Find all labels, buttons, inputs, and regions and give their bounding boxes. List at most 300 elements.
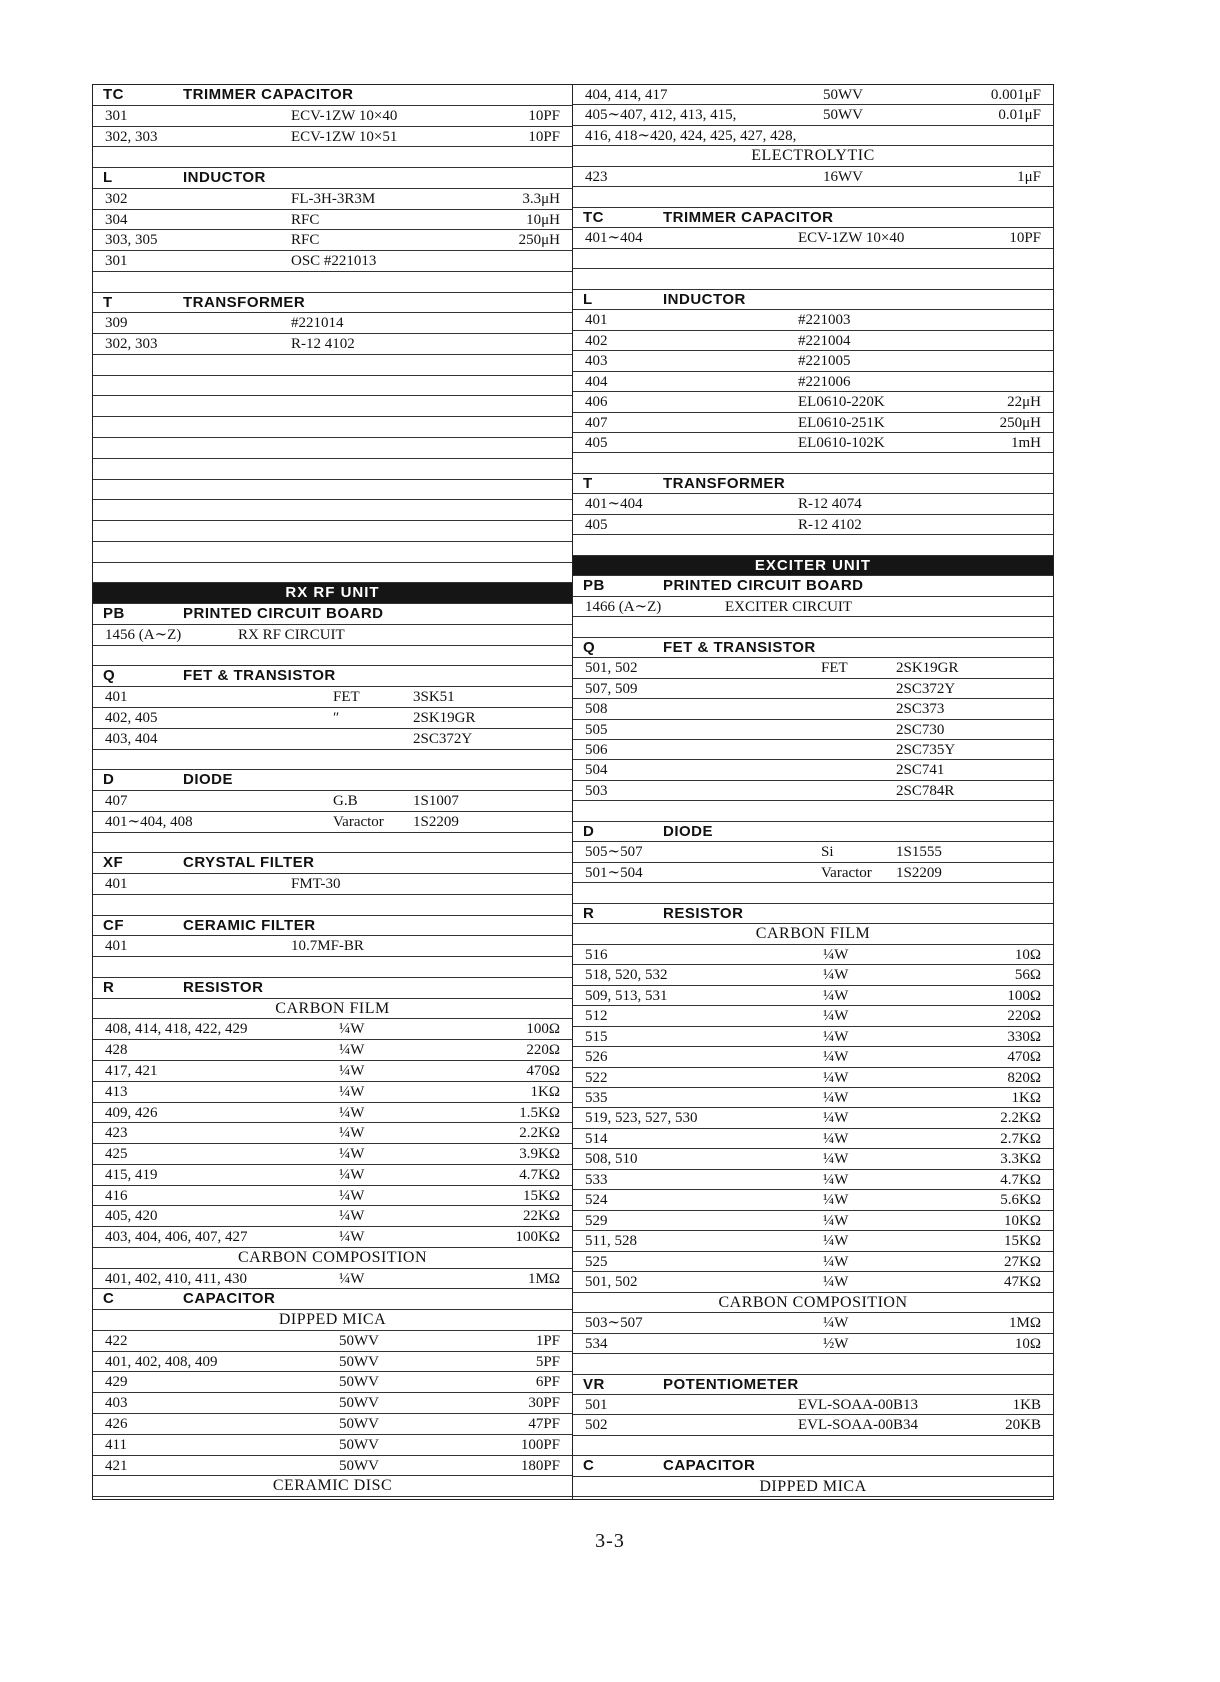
part-number: EL0610-220K: [798, 394, 885, 411]
part-row: [573, 1006, 1053, 1026]
subcategory-label: CERAMIC DISC: [272, 1477, 393, 1495]
part-row: [93, 1456, 572, 1477]
part-value: 22KΩ: [523, 1208, 560, 1225]
reference-designators: 1456 (A∼Z): [105, 626, 182, 643]
reference-designators: 511, 528: [585, 1233, 637, 1250]
part-number: FMT-30: [291, 876, 341, 893]
device-type: Si: [821, 844, 834, 861]
rating: ¼W: [823, 1192, 849, 1209]
blank-row: [93, 895, 572, 916]
part-number: ECV-1ZW 10×51: [291, 128, 398, 145]
reference-designators: 413: [105, 1083, 128, 1100]
blank-row: [93, 355, 572, 376]
rating: ¼W: [823, 1171, 849, 1188]
section-title: CAPACITOR: [183, 1290, 276, 1308]
blank-row: [93, 500, 572, 521]
blank-row: [93, 396, 572, 417]
rating: ¼W: [823, 1315, 849, 1332]
part-row: [573, 1149, 1053, 1169]
section-code: PB: [103, 605, 125, 623]
part-row: [573, 658, 1053, 678]
reference-designators: 416, 418∼420, 424, 425, 427, 428,: [585, 127, 797, 144]
part-row: [573, 1252, 1053, 1272]
section-header: [93, 293, 572, 314]
reference-designators: 402: [585, 332, 608, 349]
reference-designators: 301: [105, 253, 128, 270]
subcategory-label: CARBON FILM: [275, 999, 390, 1017]
rating: ¼W: [339, 1208, 365, 1225]
rating: ¼W: [823, 1151, 849, 1168]
section-code: C: [583, 1457, 595, 1475]
part-row: [93, 1331, 572, 1352]
reference-designators: 415, 419: [105, 1166, 158, 1183]
device-type: Varactor: [821, 864, 872, 881]
part-value: 2.2KΩ: [1000, 1110, 1041, 1127]
subcategory-row: [93, 999, 572, 1020]
rating: 16WV: [823, 168, 863, 185]
part-value: 10Ω: [1014, 1335, 1041, 1352]
part-number: 1S1007: [413, 793, 459, 810]
section-header: [573, 208, 1053, 228]
part-row: [93, 708, 572, 729]
reference-designators: 504: [585, 762, 608, 779]
rating: ¼W: [823, 1028, 849, 1045]
rating: 50WV: [339, 1374, 379, 1391]
part-row: [573, 965, 1053, 985]
reference-designators: 421: [105, 1457, 128, 1474]
part-value: 1mH: [1011, 434, 1041, 451]
rating: ¼W: [339, 1104, 365, 1121]
part-row: [93, 936, 572, 957]
section-header: [93, 853, 572, 874]
part-number: 3SK51: [413, 689, 455, 706]
part-value: 100Ω: [526, 1021, 560, 1038]
section-header: [573, 1375, 1053, 1395]
subcategory-label: CARBON COMPOSITION: [237, 1248, 428, 1266]
part-value: 10PF: [1009, 230, 1041, 247]
blank-row: [93, 542, 572, 563]
part-value: 6PF: [535, 1374, 560, 1391]
blank-row: [93, 376, 572, 397]
rating: 50WV: [823, 107, 863, 124]
part-row: [93, 1061, 572, 1082]
part-row: [573, 105, 1053, 125]
part-number: R-12 4102: [798, 516, 862, 533]
rating: ¼W: [823, 1008, 849, 1025]
blank-row: [573, 535, 1053, 555]
reference-designators: 534: [585, 1335, 608, 1352]
part-number: R-12 4102: [291, 336, 355, 353]
reference-designators: 416: [105, 1187, 128, 1204]
reference-designators: 406: [585, 394, 608, 411]
part-value: 22μH: [1007, 394, 1041, 411]
part-number: RFC: [291, 232, 320, 249]
reference-designators: 514: [585, 1130, 608, 1147]
part-value: 5PF: [535, 1353, 560, 1370]
rating: ¼W: [823, 967, 849, 984]
blank-row: [93, 521, 572, 542]
part-row: [93, 1165, 572, 1186]
part-number: 1S1555: [896, 844, 942, 861]
part-row: [573, 413, 1053, 433]
subcategory-row: [93, 1310, 572, 1331]
reference-designators: 505: [585, 721, 608, 738]
section-code: R: [583, 904, 595, 922]
reference-designators: 402, 405: [105, 709, 158, 726]
part-row: [573, 310, 1053, 330]
reference-designators: 426: [105, 1416, 128, 1432]
part-row: [573, 85, 1053, 105]
rating: 50WV: [339, 1416, 379, 1432]
part-value: 1PF: [535, 1332, 560, 1349]
reference-designators: 429: [105, 1374, 128, 1391]
section-code: VR: [583, 1375, 605, 1393]
blank-row: [573, 1436, 1053, 1456]
part-row: [93, 812, 572, 833]
part-row: [93, 1103, 572, 1124]
part-row: [93, 874, 572, 895]
rating: ½W: [823, 1335, 849, 1352]
section-code: D: [103, 771, 115, 789]
device-type: ″: [333, 709, 340, 726]
section-code: TC: [103, 86, 124, 103]
part-row: [93, 334, 572, 355]
part-number: #221003: [798, 312, 851, 329]
reference-designators: 501, 502: [585, 1274, 638, 1291]
reference-designators: 502: [585, 1417, 608, 1434]
blank-row: [93, 438, 572, 459]
reference-designators: 519, 523, 527, 530: [585, 1110, 698, 1127]
part-value: 10PF: [528, 107, 560, 124]
part-value: 10Ω: [1014, 946, 1041, 963]
part-row: [573, 781, 1053, 801]
reference-designators: 503∼507: [585, 1315, 643, 1332]
part-row: [573, 945, 1053, 965]
section-title: DIODE: [663, 822, 714, 840]
part-number: 2SC730: [896, 721, 945, 738]
part-value: 1.5KΩ: [519, 1104, 560, 1121]
part-value: 820Ω: [1007, 1069, 1041, 1086]
part-number: 1S2209: [413, 813, 459, 830]
part-number: #221005: [798, 353, 851, 370]
part-value: 15KΩ: [1004, 1233, 1041, 1250]
unit-banner: [573, 556, 1053, 576]
subcategory-row: [93, 1476, 572, 1497]
rating: ¼W: [339, 1021, 365, 1038]
reference-designators: 501, 502: [585, 660, 638, 677]
part-value: 3.3μH: [522, 190, 560, 207]
part-value: 5.6KΩ: [1000, 1192, 1041, 1209]
reference-designators: 408, 414, 418, 422, 429: [105, 1021, 248, 1038]
rating: ¼W: [339, 1062, 365, 1079]
reference-designators: 401, 402, 408, 409: [105, 1353, 218, 1370]
part-number: 2SC372Y: [413, 730, 473, 747]
rating: ¼W: [823, 1253, 849, 1270]
part-row: [93, 210, 572, 231]
reference-designators: 417, 421: [105, 1062, 158, 1079]
reference-designators: 422: [105, 1332, 128, 1349]
subcategory-label: DIPPED MICA: [759, 1477, 867, 1495]
part-value: 56Ω: [1014, 967, 1041, 984]
reference-designators: 407: [105, 793, 128, 810]
section-header: [93, 978, 572, 999]
section-code: Q: [583, 638, 596, 656]
part-number: 1S2209: [896, 864, 942, 881]
part-value: 0.01μF: [998, 107, 1041, 124]
part-value: 250μH: [999, 414, 1041, 431]
part-value: 2.7KΩ: [1000, 1130, 1041, 1147]
blank-row: [573, 801, 1053, 821]
part-row: [573, 228, 1053, 248]
rating: ¼W: [823, 1130, 849, 1147]
part-row: [573, 1395, 1053, 1415]
section-code: Q: [103, 667, 116, 685]
part-row: [573, 1108, 1053, 1128]
device-type: Varactor: [333, 813, 384, 830]
section-title: CERAMIC FILTER: [183, 916, 316, 934]
reference-designators: 401, 402, 410, 411, 430: [105, 1270, 247, 1287]
part-value: 1MΩ: [528, 1270, 560, 1287]
part-number: ECV-1ZW 10×40: [291, 107, 398, 124]
part-row: [573, 1170, 1053, 1190]
blank-row: [93, 646, 572, 667]
rating: ¼W: [823, 1110, 849, 1127]
part-value: 220Ω: [1007, 1008, 1041, 1025]
part-row: [573, 740, 1053, 760]
blank-row: [573, 187, 1053, 207]
part-number: 10.7MF-BR: [291, 938, 364, 955]
part-value: 220Ω: [526, 1042, 560, 1059]
section-header: [93, 168, 572, 189]
reference-designators: 505∼507: [585, 844, 643, 861]
part-row: [93, 687, 572, 708]
section-header: [93, 916, 572, 937]
subcategory-label: CARBON FILM: [755, 925, 871, 943]
part-row: [93, 1144, 572, 1165]
reference-designators: 425: [105, 1146, 128, 1163]
part-row: [93, 1352, 572, 1373]
reference-designators: 403, 404: [105, 730, 158, 747]
blank-row: [573, 453, 1053, 473]
blank-row: [93, 417, 572, 438]
part-number: FL-3H-3R3M: [291, 190, 376, 207]
reference-designators: 516: [585, 946, 608, 963]
reference-designators: 405, 420: [105, 1208, 158, 1225]
part-row: [573, 126, 1053, 146]
reference-designators: 512: [585, 1008, 608, 1025]
rating: ¼W: [823, 1069, 849, 1086]
part-value: 250μH: [518, 232, 560, 249]
reference-designators: 526: [585, 1049, 608, 1066]
part-value: 470Ω: [526, 1062, 560, 1079]
section-code: L: [103, 169, 113, 187]
part-row: [93, 127, 572, 148]
part-row: [573, 699, 1053, 719]
section-header: [93, 604, 572, 625]
section-title: RESISTOR: [663, 904, 744, 922]
reference-designators: 405: [585, 516, 608, 533]
section-header: [573, 1456, 1053, 1476]
section-code: C: [103, 1290, 115, 1308]
reference-designators: 401∼404: [585, 230, 643, 247]
part-row: [573, 433, 1053, 453]
part-row: [93, 189, 572, 210]
part-number: R-12 4074: [798, 496, 862, 513]
reference-designators: 401∼404: [585, 496, 643, 513]
reference-designators: 302, 303: [105, 336, 158, 353]
section-header: [573, 822, 1053, 842]
part-row: [573, 372, 1053, 392]
device-type: FET: [333, 689, 360, 706]
blank-row: [93, 480, 572, 501]
part-number: EL0610-102K: [798, 434, 885, 451]
section-title: CRYSTAL FILTER: [183, 854, 315, 872]
part-value: 330Ω: [1007, 1028, 1041, 1045]
reference-designators: 405: [585, 434, 608, 451]
reference-designators: 509, 513, 531: [585, 987, 668, 1004]
subcategory-label: CARBON COMPOSITION: [718, 1293, 908, 1311]
rating: ¼W: [339, 1083, 365, 1100]
section-title: PRINTED CIRCUIT BOARD: [183, 605, 384, 623]
section-title: PRINTED CIRCUIT BOARD: [663, 577, 864, 595]
part-row: [573, 392, 1053, 412]
part-row: [93, 1206, 572, 1227]
section-title: FET & TRANSISTOR: [183, 667, 336, 685]
reference-designators: 1466 (A∼Z): [585, 598, 662, 615]
part-row: [573, 167, 1053, 187]
blank-row: [93, 833, 572, 854]
rating: 50WV: [339, 1395, 379, 1412]
section-title: TRANSFORMER: [183, 293, 306, 311]
part-row: [93, 1393, 572, 1414]
reference-designators: 404, 414, 417: [585, 87, 668, 103]
reference-designators: 423: [585, 168, 608, 185]
rating: ¼W: [823, 1233, 849, 1250]
reference-designators: 411: [105, 1436, 127, 1453]
part-value: 47PF: [528, 1416, 560, 1432]
part-row: [93, 1123, 572, 1144]
section-header: [93, 85, 572, 106]
part-value: 4.7KΩ: [1000, 1171, 1041, 1188]
reference-designators: 533: [585, 1171, 608, 1188]
part-row: [573, 515, 1053, 535]
part-number: #221006: [798, 373, 851, 390]
part-row: [93, 625, 572, 646]
unit-title: RX RF UNIT: [285, 584, 380, 602]
reference-designators: 524: [585, 1192, 608, 1209]
reference-designators: 423: [105, 1125, 128, 1142]
blank-row: [573, 617, 1053, 637]
section-header: [93, 666, 572, 687]
part-number: 2SC741: [896, 762, 945, 779]
part-row: [573, 679, 1053, 699]
section-title: CAPACITOR: [663, 1457, 756, 1475]
part-row: [93, 1372, 572, 1393]
part-row: [573, 494, 1053, 514]
part-row: [573, 986, 1053, 1006]
section-code: TC: [583, 208, 604, 226]
part-row: [93, 1186, 572, 1207]
reference-designators: 304: [105, 211, 128, 228]
part-row: [573, 351, 1053, 371]
part-row: [573, 1190, 1053, 1210]
reference-designators: 508, 510: [585, 1151, 638, 1168]
part-value: 27KΩ: [1004, 1253, 1041, 1270]
part-row: [573, 1231, 1053, 1251]
section-header: [573, 290, 1053, 310]
blank-row: [573, 269, 1053, 289]
section-code: T: [583, 474, 593, 492]
subcategory-label: ELECTROLYTIC: [751, 147, 875, 165]
reference-designators: 405∼407, 412, 413, 415,: [585, 107, 737, 124]
part-row: [93, 1040, 572, 1061]
part-value: 1KΩ: [1011, 1089, 1041, 1106]
part-row: [573, 1272, 1053, 1292]
part-row: [93, 791, 572, 812]
subcategory-label: DIPPED MICA: [278, 1311, 387, 1329]
reference-designators: 403, 404, 406, 407, 427: [105, 1229, 248, 1246]
right-column: [573, 85, 1053, 1499]
reference-designators: 529: [585, 1212, 608, 1229]
part-row: [93, 1435, 572, 1456]
reference-designators: 401: [105, 876, 128, 893]
reference-designators: 515: [585, 1028, 608, 1045]
part-number: 2SK19GR: [413, 709, 476, 726]
part-value: 10μH: [526, 211, 560, 228]
section-title: POTENTIOMETER: [663, 1375, 799, 1393]
section-title: DIODE: [183, 771, 234, 789]
part-number: 2SK19GR: [896, 660, 959, 677]
part-value: 20KB: [1005, 1417, 1041, 1434]
section-title: TRIMMER CAPACITOR: [183, 86, 354, 103]
part-value: 47KΩ: [1004, 1274, 1041, 1291]
subcategory-row: [573, 146, 1053, 166]
part-row: [573, 1027, 1053, 1047]
blank-row: [573, 249, 1053, 269]
reference-designators: 428: [105, 1042, 128, 1059]
rating: ¼W: [823, 1089, 849, 1106]
reference-designators: 309: [105, 315, 128, 332]
part-value: 0.001μF: [990, 87, 1041, 103]
part-value: 3.3KΩ: [1000, 1151, 1041, 1168]
part-number: 2SC372Y: [896, 680, 956, 697]
part-row: [573, 1047, 1053, 1067]
page-number: 3-3: [595, 1530, 625, 1552]
reference-designators: 401: [585, 312, 608, 329]
section-code: XF: [103, 854, 124, 872]
part-row: [573, 760, 1053, 780]
part-row: [573, 720, 1053, 740]
part-row: [573, 1129, 1053, 1149]
section-code: D: [583, 822, 595, 840]
part-row: [573, 331, 1053, 351]
rating: ¼W: [823, 1212, 849, 1229]
part-value: 470Ω: [1007, 1049, 1041, 1066]
part-row: [573, 842, 1053, 862]
rating: ¼W: [823, 987, 849, 1004]
reference-designators: 401: [105, 689, 128, 706]
section-header: [93, 1289, 572, 1310]
rating: ¼W: [339, 1166, 365, 1183]
part-value: 10KΩ: [1004, 1212, 1041, 1229]
section-code: PB: [583, 577, 605, 595]
section-code: CF: [103, 916, 124, 934]
blank-row: [573, 883, 1053, 903]
part-row: [573, 1334, 1053, 1354]
part-number: #221004: [798, 332, 851, 349]
subcategory-row: [573, 1477, 1053, 1497]
part-number: 2SC373: [896, 701, 945, 718]
